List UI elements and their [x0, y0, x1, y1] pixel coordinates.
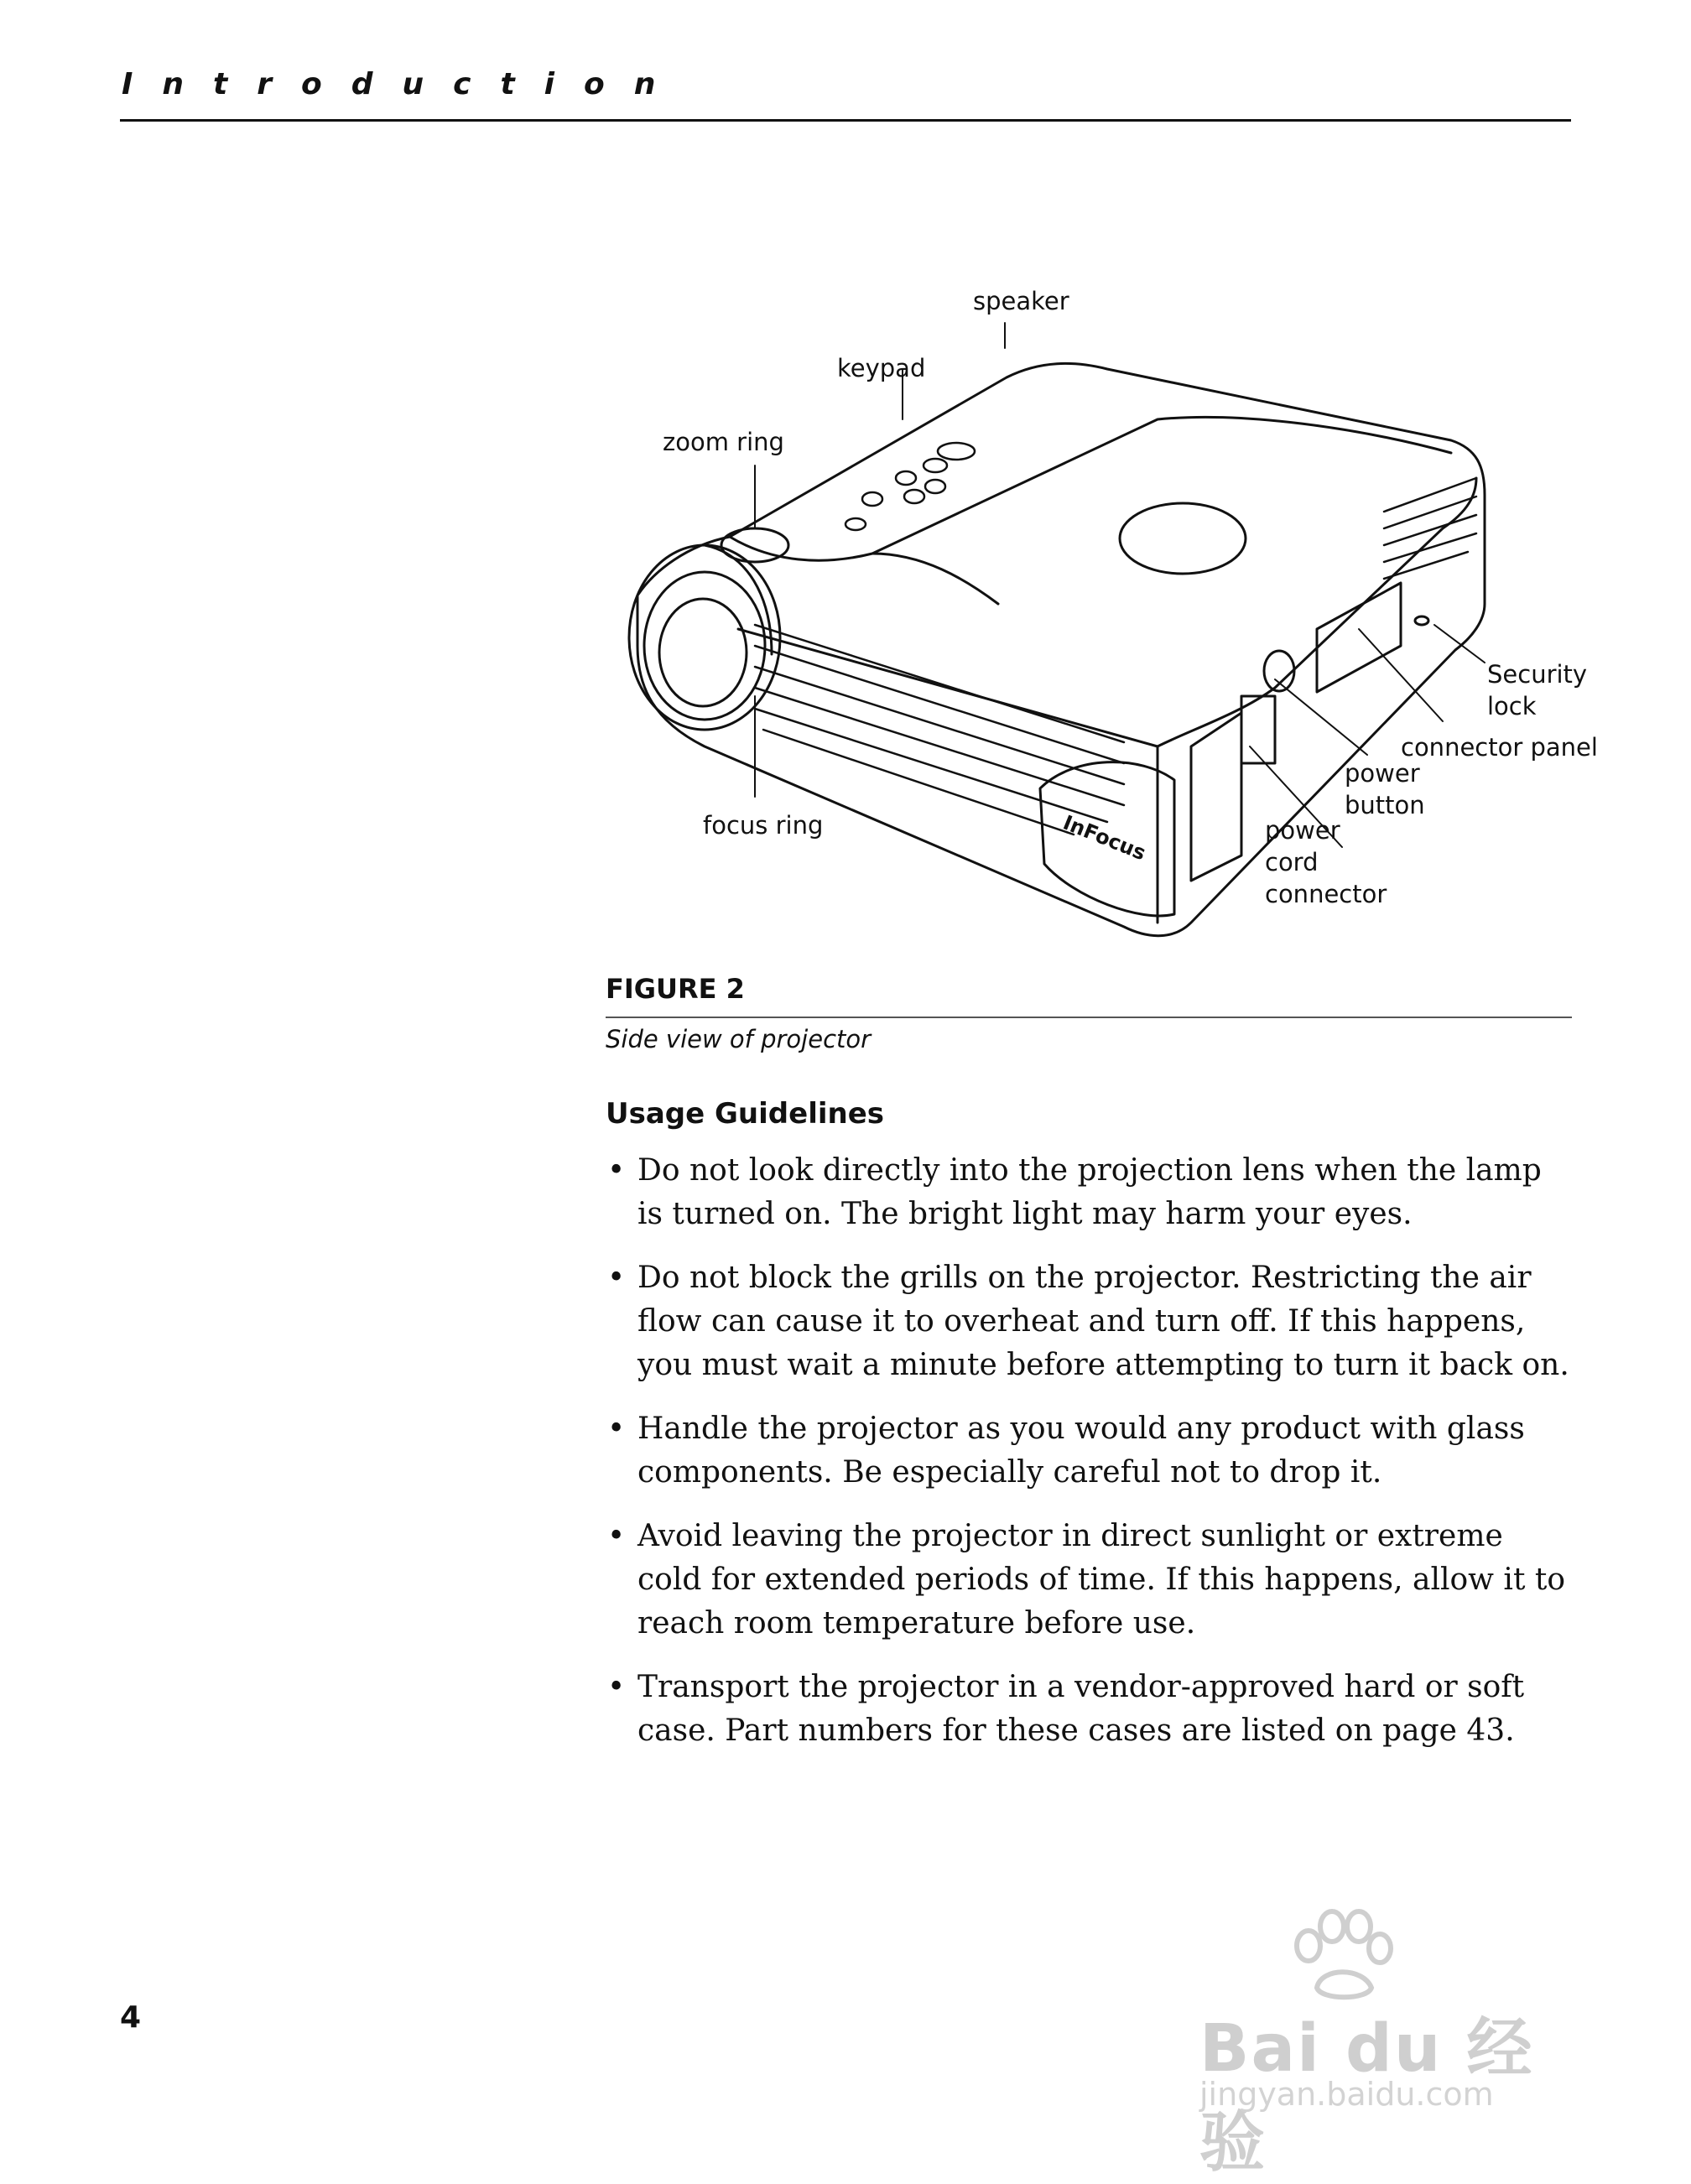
security-lock-slot [1415, 616, 1428, 625]
projector-figure [604, 277, 1598, 948]
list-item: • Avoid leaving the projector in direct sunlight or extreme cold for extended periods of time. If this happens, allow it to reach room temperature before use. [606, 1515, 1570, 1646]
page-number: 4 [120, 2000, 142, 2035]
figure-rule [606, 1017, 1572, 1018]
watermark-url: jingyan.baidu.com [1199, 2076, 1494, 2113]
lens-glass [659, 599, 747, 706]
running-header: Introduction [122, 67, 685, 101]
list-item: • Handle the projector as you would any product with glass components. Be especially careful not to drop it. [606, 1407, 1570, 1495]
rear-panel [1191, 713, 1241, 881]
figure-caption: Side view of projector [606, 1025, 872, 1053]
top-surface-edge [730, 417, 1451, 560]
watermark-brand: Bai du 经验 [1199, 2011, 1534, 2181]
list-item: • Do not block the grills on the projector. Restricting the air flow can cause it to overheat and turn off. If this happens, you must wait a minute before attempting to turn it back on. [606, 1256, 1570, 1387]
callout-power-button: power button [1345, 759, 1425, 819]
callout-speaker: speaker [973, 287, 1069, 315]
usage-guidelines-list [606, 1149, 1570, 1773]
baidu-watermark [1191, 1916, 1594, 2181]
list-item: • Do not look directly into the projection lens when the lamp is turned on. The bright light may harm your eyes. [606, 1149, 1570, 1236]
top-vent [1120, 503, 1246, 574]
brand-logo-text: InFocus [1059, 810, 1150, 866]
callout-focus-ring: focus ring [703, 811, 824, 840]
front-grill [755, 625, 1124, 835]
callout-connector-panel: connector panel [1401, 733, 1598, 762]
keypad-buttons [846, 443, 975, 530]
callout-zoom-ring: zoom ring [663, 428, 784, 456]
figure-label: FIGURE 2 [606, 973, 745, 1005]
callout-security-lock: Security lock [1487, 660, 1588, 720]
callout-power-cord-connector: power cord connector [1265, 816, 1387, 908]
callout-keypad: keypad [837, 354, 926, 382]
list-item: • Transport the projector in a vendor-approved hard or soft case. Part numbers for these cases are listed on page 43. [606, 1666, 1570, 1753]
zoom-ring-knob [721, 528, 788, 562]
header-rule [120, 119, 1571, 122]
side-grill [1384, 478, 1476, 579]
section-title: Usage Guidelines [606, 1097, 884, 1131]
paw-icon [1283, 1908, 1401, 2000]
